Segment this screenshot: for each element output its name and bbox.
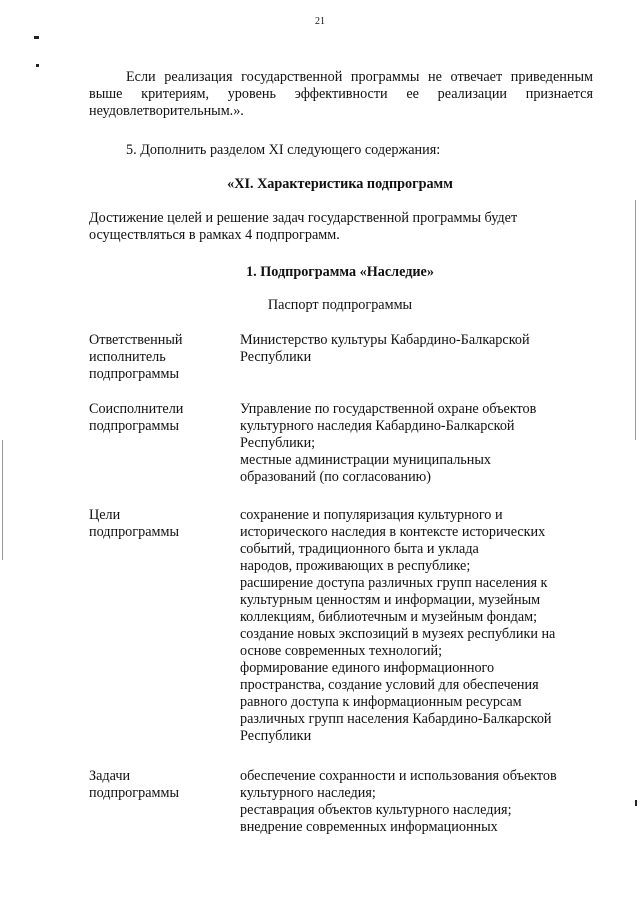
section-title: «XI. Характеристика подпрограмм <box>227 176 453 192</box>
value-line: образований (по согласованию) <box>240 469 431 485</box>
passport-value <box>240 332 590 366</box>
scan-mark-3 <box>635 800 637 806</box>
value-line: культурного наследия; <box>240 785 376 801</box>
value-line: равного доступа к информационным ресурсам <box>240 694 522 710</box>
passport-label: Цели подпрограммы <box>89 507 179 540</box>
scan-edge-left <box>2 440 3 560</box>
section-intro: Достижение целей и решение задач государственной программы будет осуществляться в рамках 4 подпрограмм. <box>89 210 518 243</box>
value-line: формирование единого информационного <box>240 660 495 676</box>
value-line: исторического наследия в контексте исторических <box>240 524 546 540</box>
value-line: внедрение современных информационных <box>240 819 498 835</box>
passport-value <box>240 401 590 486</box>
value-line: событий, традиционного быта и уклада <box>240 541 479 557</box>
value-line: Республики <box>240 728 312 744</box>
value-line: сохранение и популяризация культурного и <box>240 507 503 523</box>
subprogram-title: 1. Подпрограмма «Наследие» <box>246 264 434 280</box>
value-line: Управление по государственной охране объектов <box>240 401 537 417</box>
amendment-paragraph: 5. Дополнить разделом XI следующего содержания: <box>126 142 441 158</box>
passport-title: Паспорт подпрограммы <box>267 297 413 313</box>
value-line: коллекциям, библиотечным и музейным фондам; <box>240 609 538 625</box>
value-line: создание новых экспозиций в музеях республики на <box>240 626 556 642</box>
passport-label: Соисполнители подпрограммы <box>89 401 184 434</box>
scan-edge-right <box>635 200 636 440</box>
value-line: реставрация объектов культурного наследия; <box>240 802 512 818</box>
value-line: Министерство культуры Кабардино-Балкарской <box>240 332 530 348</box>
passport-label: Ответственный исполнитель подпрограммы <box>89 332 183 382</box>
value-line: обеспечение сохранности и использования объектов <box>240 768 557 784</box>
value-line: местные администрации муниципальных <box>240 452 491 468</box>
passport-label: Задачи подпрограммы <box>89 768 179 801</box>
value-line: Республики <box>240 349 312 365</box>
value-line: основе современных технологий; <box>240 643 443 659</box>
value-line: расширение доступа различных групп населения к <box>240 575 548 591</box>
intro-paragraph: Если реализация государственной программы не отвечает приведенным выше критериям, уровень эффективности ее реализации признается неудовлетворительным.». <box>89 69 593 119</box>
value-line: различных групп населения Кабардино-Балкарской <box>240 711 552 727</box>
passport-value <box>240 768 590 836</box>
page-number: 21 <box>315 16 325 27</box>
value-line: Республики; <box>240 435 316 451</box>
value-line: культурным ценностям и информации, музейным <box>240 592 541 608</box>
scan-mark-1 <box>34 36 39 39</box>
scan-mark-2 <box>36 64 39 67</box>
passport-value <box>240 507 590 745</box>
value-line: народов, проживающих в республике; <box>240 558 471 574</box>
value-line: культурного наследия Кабардино-Балкарской <box>240 418 515 434</box>
value-line: пространства, создание условий для обеспечения <box>240 677 539 693</box>
